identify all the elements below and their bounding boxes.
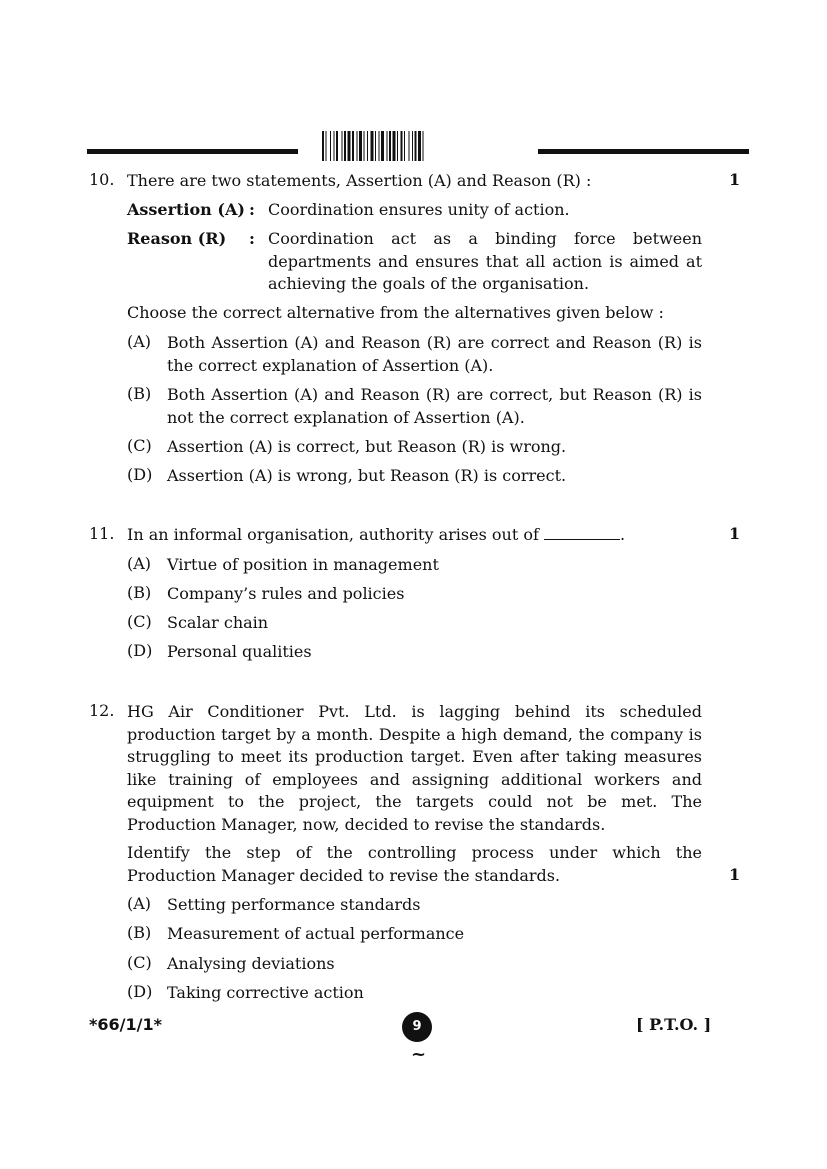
q12-option-b: Measurement of actual performance: [167, 924, 465, 943]
q10-option-d-label: (D): [127, 465, 153, 484]
q11-marks: 1: [729, 524, 741, 543]
q12-option-d-label: (D): [127, 982, 153, 1001]
q12-marks: 1: [729, 865, 741, 884]
barcode-bar: [387, 131, 388, 161]
barcode-bar: [389, 131, 391, 161]
barcode-bar: [342, 131, 343, 161]
q12-option-b-label: (B): [127, 923, 152, 942]
barcode-bar: [401, 131, 403, 161]
page-number-badge: 9: [402, 1012, 432, 1042]
q11-option-a: Virtue of position in management: [167, 555, 439, 574]
q11-option-d: Personal qualities: [167, 642, 312, 661]
barcode-bar: [404, 131, 405, 161]
pto-label: [ P.T.O. ]: [636, 1015, 712, 1034]
barcode-bar: [344, 131, 346, 161]
paper-code: *66/1/1*: [89, 1015, 162, 1034]
barcode-bar: [359, 131, 362, 161]
q11-stem-line: [127, 524, 625, 547]
q12-option-a-label: (A): [127, 894, 152, 913]
q11-option-c: Scalar chain: [167, 613, 269, 632]
barcode-bar: [367, 131, 368, 161]
q12-option-c: Analysing deviations: [167, 954, 335, 973]
barcode-bar: [322, 131, 324, 161]
q10-option-a-label: (A): [127, 332, 152, 351]
reason-label: Reason (R): [127, 229, 227, 248]
q10-option-c-label: (C): [127, 436, 152, 455]
header-rule-left: [87, 149, 298, 154]
barcode-bar: [379, 131, 380, 161]
barcode-bar: [415, 131, 417, 161]
assertion-text: Coordination ensures unity of action.: [268, 200, 570, 219]
q10-marks: 1: [729, 170, 741, 189]
barcode-bar: [330, 131, 331, 161]
barcode-bar: [418, 131, 421, 161]
barcode-bar: [412, 131, 413, 161]
barcode-bar: [393, 131, 396, 161]
barcode-bar: [352, 131, 354, 161]
q10-option-d: Assertion (A) is wrong, but Reason (R) is correct.: [167, 466, 567, 485]
q11-option-b: Company’s rules and policies: [167, 584, 405, 603]
q11-number: 11.: [89, 524, 115, 543]
barcode-bar: [375, 131, 376, 161]
q10-number: 10.: [89, 170, 115, 189]
header-rule-right: [538, 149, 749, 154]
q10-stem: There are two statements, Assertion (A) and Reason (R) :: [127, 171, 592, 190]
barcode-bar: [364, 131, 365, 161]
barcode-bar: [371, 131, 374, 161]
q11-option-a-label: (A): [127, 554, 152, 573]
q10-option-a: Both Assertion (A) and Reason (R) are correct and Reason (R) is the correct explanation of Assertion (A).: [167, 333, 702, 375]
q11-blank: [544, 525, 620, 540]
barcode-bar: [423, 131, 424, 161]
q11-option-b-label: (B): [127, 583, 152, 602]
q12-option-c-label: (C): [127, 953, 152, 972]
q12-option-d: Taking corrective action: [167, 983, 364, 1002]
footer-tilde: ~: [411, 1044, 427, 1065]
barcode-bar: [409, 131, 410, 161]
barcode-bar: [336, 131, 338, 161]
reason-text: Coordination act as a binding force between departments and ensures that all action is aimed at achieving the goals of the organisation.: [268, 229, 702, 293]
q11-option-c-label: (C): [127, 612, 152, 631]
barcode-bar: [381, 131, 384, 161]
q10-option-b-label: (B): [127, 384, 152, 403]
q11-option-d-label: (D): [127, 641, 153, 660]
barcode-bar: [334, 131, 335, 161]
q12-option-a: Setting performance standards: [167, 895, 421, 914]
q10-option-b: Both Assertion (A) and Reason (R) are correct, but Reason (R) is not the correct explanation of Assertion (A).: [167, 385, 702, 427]
q10-option-c: Assertion (A) is correct, but Reason (R) is wrong.: [167, 437, 567, 456]
q11-stem: In an informal organisation, authority arises out of: [127, 525, 539, 544]
q12-number: 12.: [89, 701, 115, 720]
assertion-label: Assertion (A): [127, 200, 245, 219]
q12-stem: HG Air Conditioner Pvt. Ltd. is lagging behind its scheduled production target by a month. Despite a high demand, the company is struggling to meet its production target. Even after taking measures like training of employees and assigning additional workers and equipment to the project, the targets could not be met. The Production Manager, now, decided to revise the standards.: [127, 702, 702, 834]
barcode-bar: [397, 131, 398, 161]
barcode-bar: [326, 131, 327, 161]
barcode-image: [322, 131, 506, 161]
reason-colon: :: [249, 229, 255, 248]
q10-instruction: Choose the correct alternative from the alternatives given below :: [127, 303, 664, 322]
barcode-bar: [357, 131, 358, 161]
q11-stem-end: .: [619, 525, 626, 544]
q12-question: Identify the step of the controlling process under which the Production Manager decided to revise the standards.: [127, 843, 702, 885]
barcode-bar: [348, 131, 351, 161]
assertion-colon: :: [249, 200, 255, 219]
